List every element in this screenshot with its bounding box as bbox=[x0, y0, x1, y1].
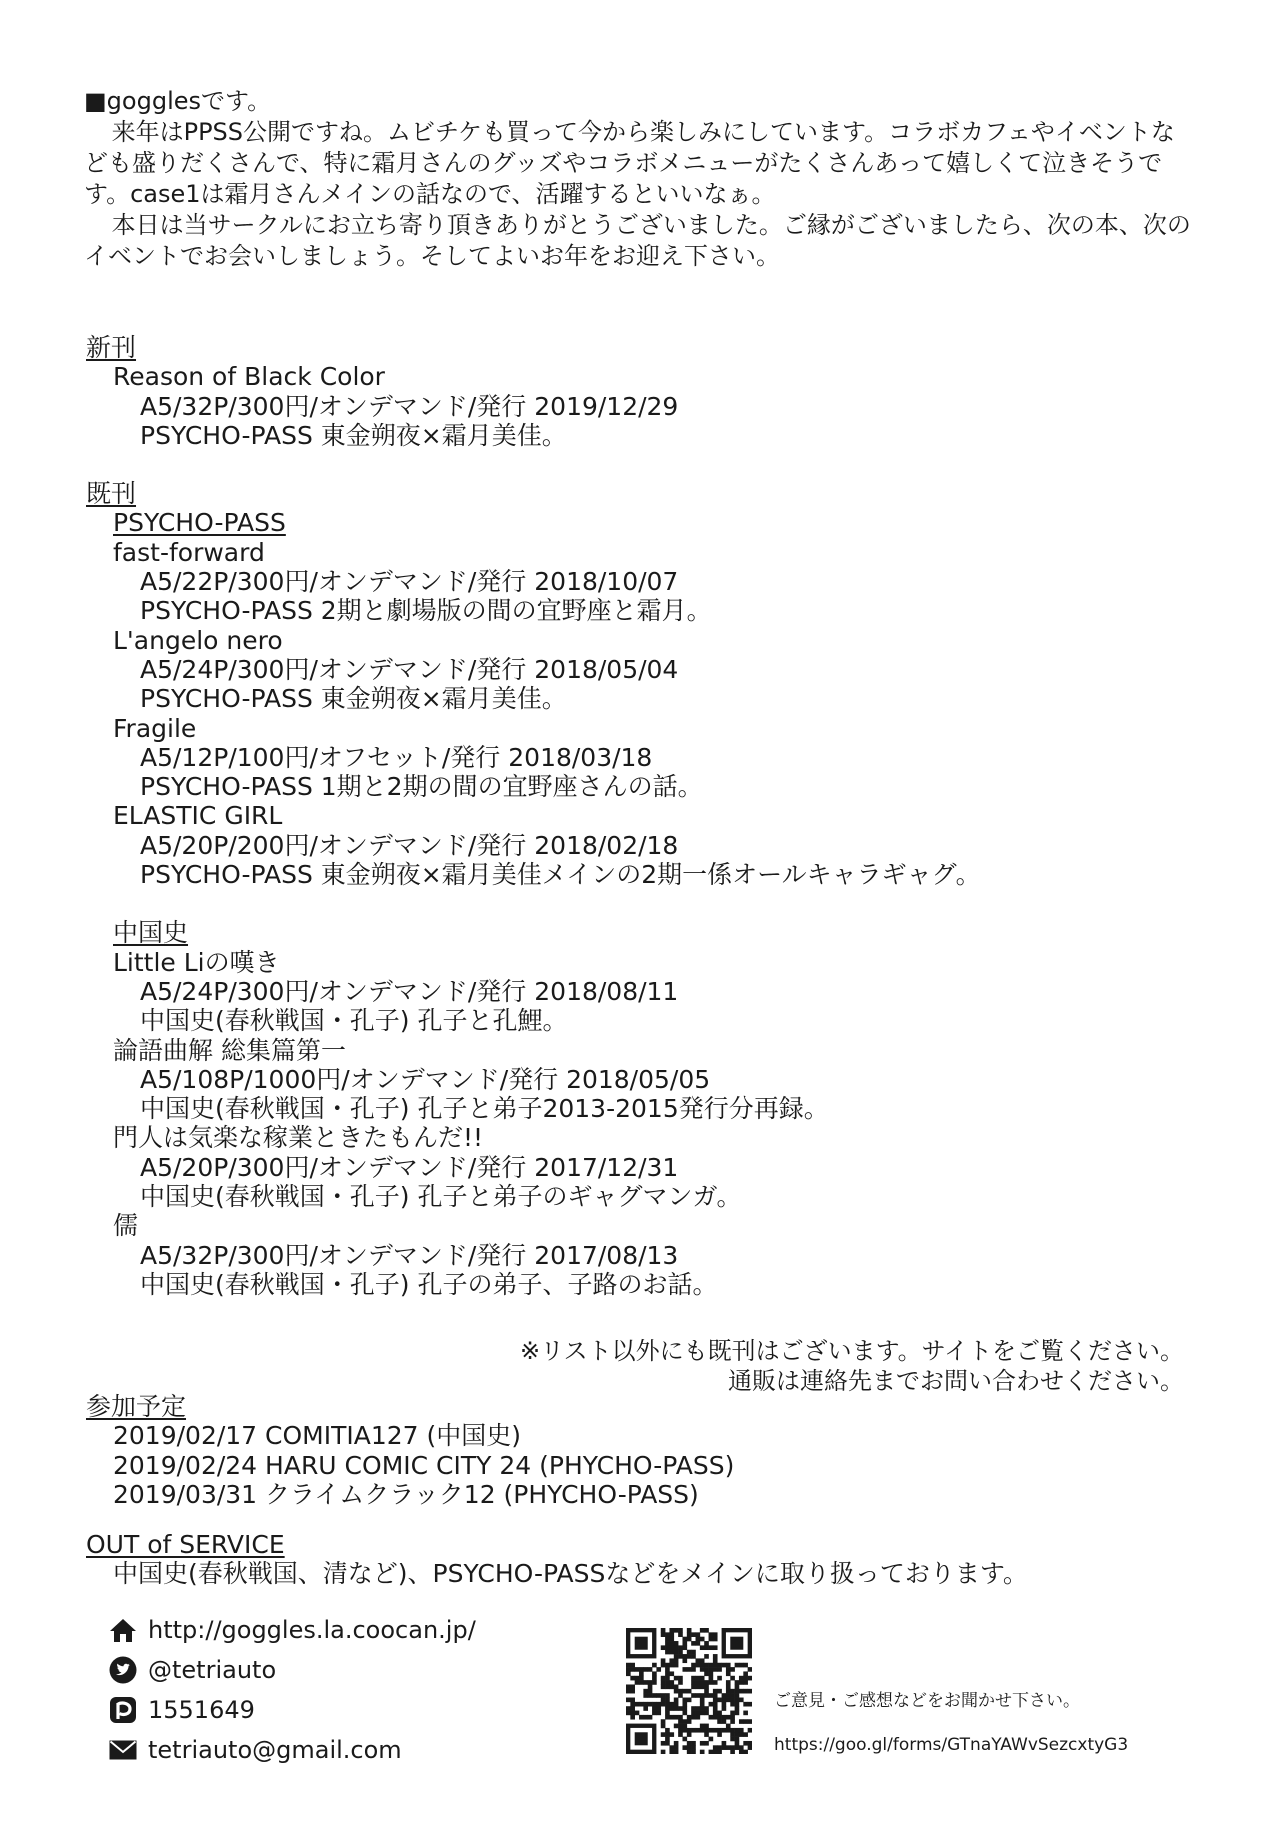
book-title: fast-forward bbox=[113, 537, 265, 567]
book-spec: A5/24P/300円/オンデマンド/発行 2018/05/04 bbox=[140, 654, 679, 684]
book-title: L'angelo nero bbox=[113, 625, 283, 655]
new-release-heading: 新刊 bbox=[86, 333, 137, 362]
back-catalog-heading: 既刊 bbox=[86, 479, 137, 509]
book-desc: PSYCHO-PASS 東金朔夜×霜月美佳。 bbox=[140, 684, 567, 714]
catalog-note bbox=[520, 1336, 1184, 1396]
circle-description: 中国史(春秋戦国、清など)、PSYCHO-PASSなどをメインに取り扱っております。 bbox=[113, 1559, 1028, 1589]
new-release-desc: PSYCHO-PASS 東金朔夜×霜月美佳。 bbox=[140, 420, 567, 450]
contact-pixiv bbox=[108, 1690, 476, 1730]
pixiv-icon bbox=[108, 1695, 138, 1725]
book-title: Fragile bbox=[113, 713, 197, 743]
intro-paragraph-1: 来年はPPSS公開ですね。ムビチケも買って今から楽しみにしています。コラボカフェやイベントなども盛りだくさんで、特に霜月さんのグッズやコラボメニューがたくさんあって嬉しくて泣きそうです。case1は霜月さんメインの話なので、活躍するといいなぁ。 bbox=[84, 118, 1175, 208]
book-title: 儒 bbox=[113, 1211, 139, 1241]
book-spec: A5/108P/1000円/オンデマンド/発行 2018/05/05 bbox=[140, 1064, 711, 1094]
twitter-handle: @tetriauto bbox=[148, 1656, 277, 1684]
new-release-spec: A5/32P/300円/オンデマンド/発行 2019/12/29 bbox=[140, 391, 679, 421]
book-title: 門人は気楽な稼業ときたもんだ!! bbox=[113, 1123, 484, 1153]
circle-section bbox=[86, 1530, 1028, 1589]
book-spec: A5/22P/300円/オンデマンド/発行 2018/10/07 bbox=[140, 567, 679, 597]
pixiv-id: 1551649 bbox=[148, 1696, 255, 1724]
qr-url: https://goo.gl/forms/GTnaYAWvSezcxtyG3 bbox=[774, 1735, 1129, 1755]
intro-paragraph-2: 本日は当サークルにお立ち寄り頂きありがとうございました。ご縁がございましたら、次の本、次のイベントでお会いしましょう。そしてよいお年をお迎え下さい。 bbox=[84, 211, 1191, 270]
home-icon bbox=[108, 1615, 138, 1645]
events-heading: 参加予定 bbox=[86, 1392, 187, 1421]
catalog-section bbox=[86, 333, 981, 1299]
contact-email bbox=[108, 1730, 476, 1770]
note-line-2: 通販は連絡先までお問い合わせください。 bbox=[728, 1367, 1184, 1395]
book-desc: 中国史(春秋戦国・孔子) 孔子と弟子2013-2015発行分再録。 bbox=[140, 1094, 829, 1124]
book-desc: 中国史(春秋戦国・孔子) 孔子の弟子、子路のお話。 bbox=[140, 1269, 718, 1299]
book-spec: A5/20P/200円/オンデマンド/発行 2018/02/18 bbox=[140, 830, 679, 860]
twitter-icon bbox=[108, 1655, 138, 1685]
book-desc: PSYCHO-PASS 1期と2期の間の宜野座さんの話。 bbox=[140, 772, 703, 802]
event-item: 2019/02/17 COMITIA127 (中国史) bbox=[113, 1421, 522, 1451]
event-item: 2019/02/24 HARU COMIC CITY 24 (PHYCHO-PASS) bbox=[113, 1450, 735, 1480]
website-url: http://goggles.la.coocan.jp/ bbox=[148, 1616, 476, 1644]
qr-code[interactable] bbox=[626, 1628, 752, 1754]
book-title: 論語曲解 総集篇第一 bbox=[113, 1035, 346, 1065]
afterword-intro bbox=[84, 86, 1194, 272]
chinese-history-heading: 中国史 bbox=[113, 918, 189, 948]
intro-greeting: ■gogglesです。 bbox=[84, 87, 272, 115]
event-item: 2019/03/31 クライムクラック12 (PHYCHO-PASS) bbox=[113, 1479, 699, 1509]
contact-website bbox=[108, 1610, 476, 1650]
book-spec: A5/32P/300円/オンデマンド/発行 2017/08/13 bbox=[140, 1240, 679, 1270]
book-spec: A5/12P/100円/オフセット/発行 2018/03/18 bbox=[140, 742, 653, 772]
psycho-pass-heading: PSYCHO-PASS bbox=[113, 508, 286, 538]
book-desc: PSYCHO-PASS 2期と劇場版の間の宜野座と霜月。 bbox=[140, 596, 712, 626]
book-desc: PSYCHO-PASS 東金朔夜×霜月美佳メインの2期一係オールキャラギャグ。 bbox=[140, 860, 981, 890]
contact-twitter bbox=[108, 1650, 476, 1690]
book-spec: A5/20P/300円/オンデマンド/発行 2017/12/31 bbox=[140, 1152, 679, 1182]
book-desc: 中国史(春秋戦国・孔子) 孔子と弟子のギャグマンガ。 bbox=[140, 1182, 742, 1212]
email-address: tetriauto@gmail.com bbox=[148, 1736, 402, 1764]
contact-list bbox=[108, 1610, 476, 1770]
events-section bbox=[86, 1392, 734, 1509]
book-desc: 中国史(春秋戦国・孔子) 孔子と孔鯉。 bbox=[140, 1006, 568, 1036]
book-title: Little Liの嘆き bbox=[113, 947, 280, 977]
circle-name-heading: OUT of SERVICE bbox=[86, 1530, 285, 1559]
mail-icon bbox=[108, 1735, 138, 1765]
book-spec: A5/24P/300円/オンデマンド/発行 2018/08/11 bbox=[140, 976, 679, 1006]
qr-caption: ご意見・ご感想などをお聞かせ下さい。 bbox=[774, 1691, 1080, 1711]
note-line-1: ※リスト以外にも既刊はございます。サイトをご覧ください。 bbox=[519, 1337, 1184, 1365]
new-release-title: Reason of Black Color bbox=[113, 362, 385, 392]
book-title: ELASTIC GIRL bbox=[113, 801, 283, 831]
